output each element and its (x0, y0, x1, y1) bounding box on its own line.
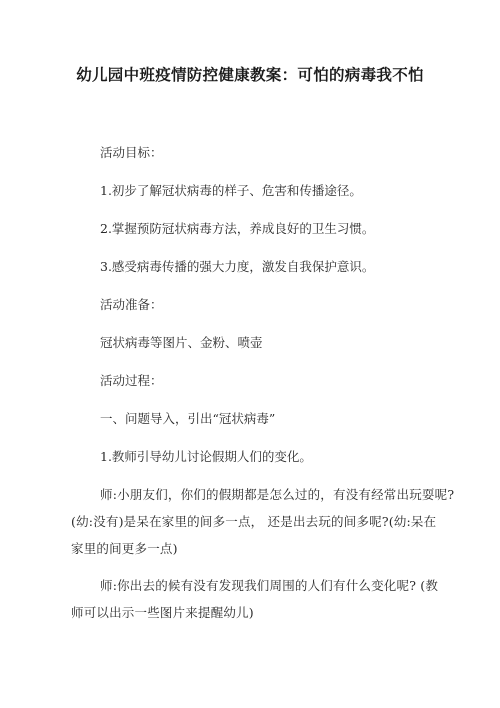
process-substep-1: 1.教师引导幼儿讨论假期人们的变化。 (100, 449, 312, 464)
preparation-text: 冠状病毒等图片、金粉、喷壶 (100, 335, 263, 350)
dialogue-paragraph-1-line-2: (幼:没有)是呆在家里的间多一点， 还是出去玩的间多呢?(幼:呆在 (71, 514, 437, 529)
goal-item-3: 3.感受病毒传播的强大力度，激发自我保护意识。 (100, 259, 375, 274)
dialogue-paragraph-1-line-1: 师:小朋友们，你们的假期都是怎么过的，有没有经常出玩耍呢? (100, 487, 455, 502)
goal-item-2: 2.掌握预防冠状病毒方法，养成良好的卫生习惯。 (100, 221, 375, 236)
dialogue-paragraph-1-line-3: 家里的间更多一点) (71, 541, 178, 556)
dialogue-paragraph-2-line-1: 师:你出去的候有没有发现我们周围的人们有什么变化呢? (教 (100, 578, 439, 593)
process-step-1: 一、问题导入，引出“冠状病毒” (100, 411, 276, 426)
goal-item-1: 1.初步了解冠状病毒的样子、危害和传播途径。 (100, 183, 362, 198)
section-heading-preparation: 活动准备： (100, 297, 163, 312)
section-heading-goals: 活动目标： (100, 145, 163, 160)
document-title: 幼儿园中班疫情防控健康教案：可怕的病毒我不怕 (76, 66, 424, 84)
dialogue-paragraph-2-line-2: 师可以出示一些图片来提醒幼儿) (71, 605, 254, 620)
section-heading-process: 活动过程： (100, 373, 163, 388)
